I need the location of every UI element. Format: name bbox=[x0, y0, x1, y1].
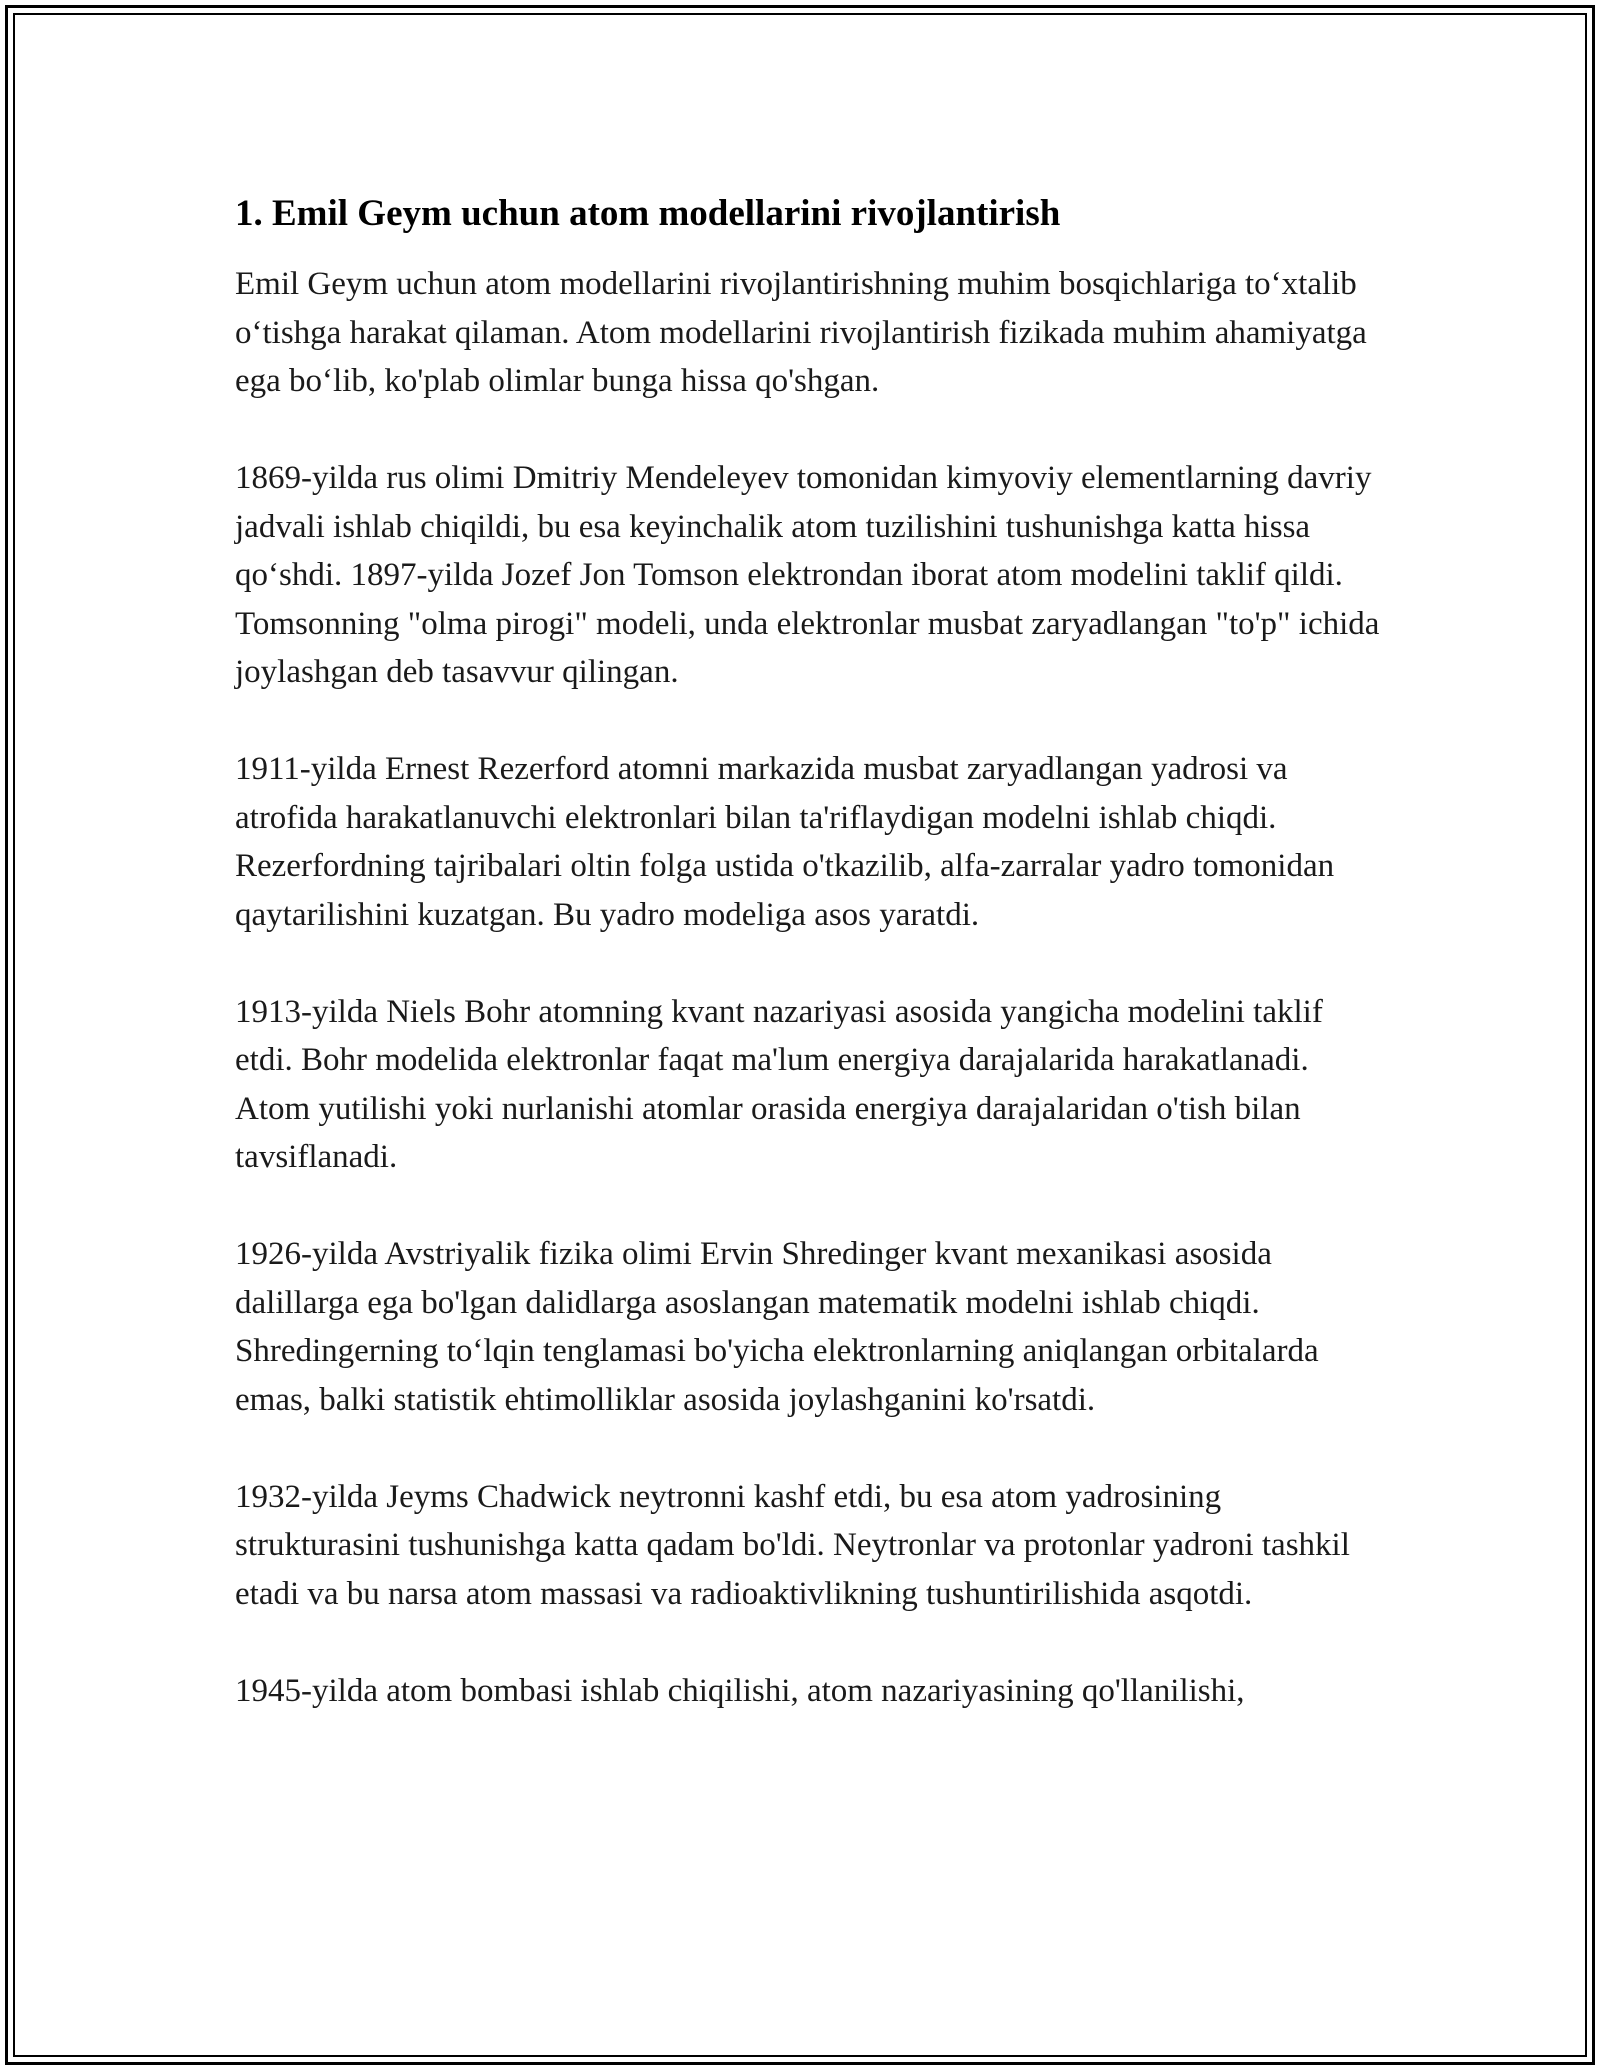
paragraph-1926: 1926-yilda Avstriyalik fizika olimi Ervin Shredinger kvant mexanikasi asosida dalillarga ega bo'lgan dalidlarga asoslangan matematik modelni ishlab chiqdi. Shredingerning to‘lqin tenglamasi bo'yicha elektronlarning aniqlangan orbitalarda emas, balki statistik ehtimolliklar asosida joylashganini ko'rsatdi. bbox=[235, 1236, 1319, 1418]
paragraph-1945: 1945-yilda atom bombasi ishlab chiqilishi, atom nazariyasining qo'llanilishi, bbox=[235, 1672, 1245, 1709]
paragraph-intro: Emil Geym uchun atom modellarini rivojlantirishning muhim bosqichlariga to‘xtalib o‘tishga harakat qilaman. Atom modellarini rivojlantirish fizikada muhim ahamiyatga ega bo‘lib, ko'plab olimlar bunga hissa qo'shgan. bbox=[235, 266, 1367, 399]
paragraph-1911: 1911-yilda Ernest Rezerford atomni markazida musbat zaryadlangan yadrosi va atrofida harakatlanuvchi elektronlari bilan ta'riflaydigan modelni ishlab chiqdi. Rezerfordning tajribalari oltin folga ustida o'tkazilib, alfa-zarralar yadro tomonidan qaytarilishini kuzatgan. Bu yadro modeliga asos yaratdi. bbox=[235, 751, 1335, 933]
paragraph-1869: 1869-yilda rus olimi Dmitriy Mendeleyev tomonidan kimyoviy elementlarning davriy jadvali ishlab chiqildi, bu esa keyinchalik atom tuzilishini tushunishga katta hissa qo‘shdi. 1897-yilda Jozef Jon Tomson elektrondan iborat atom modelini taklif qildi. Tomsonning "olma pirogi" modeli, unda elektronlar musbat zaryadlangan "to'p" ichida joylashgan deb tasavvur qilingan. bbox=[235, 460, 1380, 690]
paragraph-1932: 1932-yilda Jeyms Chadwick neytronni kashf etdi, bu esa atom yadrosining strukturasini tushunishga katta qadam bo'ldi. Neytronlar va protonlar yadroni tashkil etadi va bu narsa atom massasi va radioaktivlikning tushuntirilishida asqotdi. bbox=[235, 1478, 1350, 1612]
paragraph-1913: 1913-yilda Niels Bohr atomning kvant nazariyasi asosida yangicha modelini taklif etdi. Bohr modelida elektronlar faqat ma'lum energiya darajalarida harakatlanadi. Atom yutilishi yoki nurlanishi atomlar orasida energiya darajalaridan o'tish bilan tavsiflanadi. bbox=[235, 993, 1323, 1175]
section-heading: 1. Emil Geym uchun atom modellarini rivojlantirish bbox=[235, 193, 1061, 234]
document-body bbox=[235, 190, 1380, 1764]
